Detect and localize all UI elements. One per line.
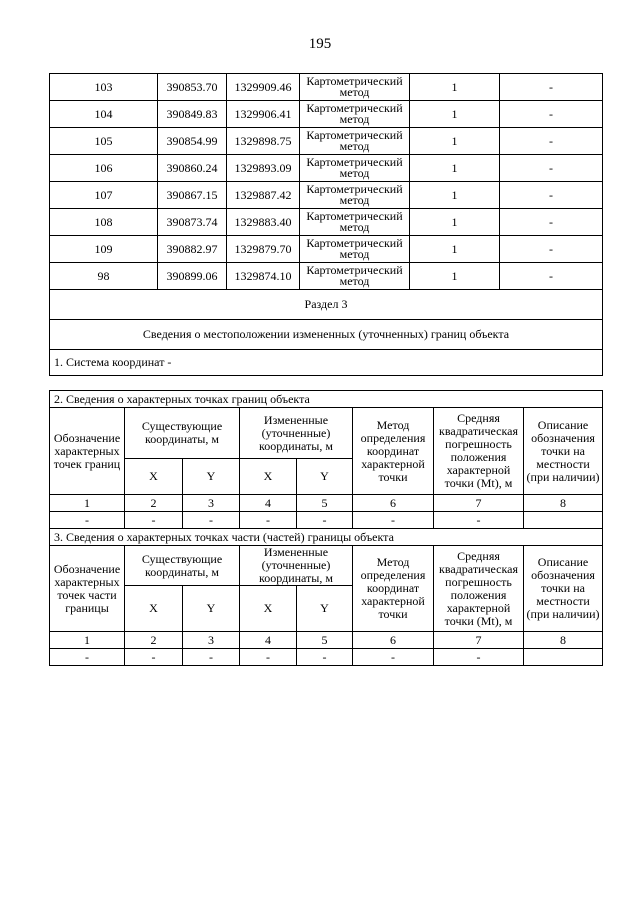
page-number: 195 — [308, 36, 332, 52]
header-x-existing: X — [125, 586, 183, 632]
part-points-heading: 3. Сведения о характерных точках части (частей) границы объекта — [50, 529, 603, 546]
header-existing: Существующие координаты, м — [125, 546, 240, 586]
coordinate-cell-y: 1329874.10 — [227, 263, 300, 290]
section-title: Раздел 3 — [50, 290, 603, 320]
column-number: 5 — [297, 495, 353, 512]
dash-cell: - — [50, 649, 125, 666]
coordinate-cell-point: 106 — [50, 155, 158, 182]
header-changed: Измененные (уточненные) координаты, м — [240, 408, 353, 459]
coordinate-cell-accuracy: 1 — [410, 74, 500, 101]
coordinate-cell-point: 103 — [50, 74, 158, 101]
coordinate-cell-method: Картометрический метод — [300, 182, 410, 209]
coordinate-cell-method: Картометрический метод — [300, 209, 410, 236]
coordinate-cell-y: 1329898.75 — [227, 128, 300, 155]
coordinate-cell-x: 390854.99 — [158, 128, 227, 155]
dash-cell — [524, 512, 603, 529]
coordinate-cell-description: - — [500, 74, 603, 101]
dash-cell: - — [434, 649, 524, 666]
dash-cell: - — [240, 512, 297, 529]
header-y-changed: Y — [297, 459, 353, 495]
coordinate-cell-y: 1329883.40 — [227, 209, 300, 236]
header-method: Метод определения координат характерной точки — [353, 546, 434, 632]
header-x-changed: X — [240, 586, 297, 632]
coordinate-cell-accuracy: 1 — [410, 263, 500, 290]
coordinate-cell-method: Картометрический метод — [300, 128, 410, 155]
header-accuracy: Средняя квадратическая погрешность положения характерной точки (Mt), м — [434, 408, 524, 495]
dash-cell: - — [125, 512, 183, 529]
dash-cell: - — [183, 649, 240, 666]
coordinate-cell-point: 109 — [50, 236, 158, 263]
coordinate-cell-accuracy: 1 — [410, 209, 500, 236]
coordinate-cell-x: 390849.83 — [158, 101, 227, 128]
coordinate-cell-x: 390860.24 — [158, 155, 227, 182]
dash-cell: - — [353, 649, 434, 666]
column-number: 6 — [353, 495, 434, 512]
column-number: 4 — [240, 495, 297, 512]
coordinates-table — [49, 73, 603, 376]
coordinate-cell-accuracy: 1 — [410, 101, 500, 128]
coordinate-cell-method: Картометрический метод — [300, 155, 410, 182]
coordinate-cell-method: Картометрический метод — [300, 263, 410, 290]
column-number: 3 — [183, 632, 240, 649]
coordinate-row — [50, 209, 603, 236]
coordinate-cell-description: - — [500, 263, 603, 290]
coordinate-cell-point: 107 — [50, 182, 158, 209]
coordinate-cell-method: Картометрический метод — [300, 101, 410, 128]
coordinate-cell-description: - — [500, 209, 603, 236]
dash-cell: - — [353, 512, 434, 529]
header-method: Метод определения координат характерной точки — [353, 408, 434, 495]
column-number: 7 — [434, 632, 524, 649]
dash-cell: - — [183, 512, 240, 529]
coordinate-cell-point: 104 — [50, 101, 158, 128]
header-description: Описание обозначения точки на местности (при наличии) — [524, 546, 603, 632]
section-subtitle: Сведения о местоположении измененных (уточненных) границ объекта — [50, 320, 603, 350]
coordinate-row — [50, 263, 603, 290]
dash-cell: - — [125, 649, 183, 666]
column-number: 8 — [524, 495, 603, 512]
column-number: 1 — [50, 632, 125, 649]
coordinate-cell-description: - — [500, 128, 603, 155]
coordinate-row — [50, 101, 603, 128]
column-number: 6 — [353, 632, 434, 649]
coordinate-row — [50, 155, 603, 182]
header-designation-part: Обозначение характерных точек части границы — [50, 546, 125, 632]
dash-cell: - — [297, 512, 353, 529]
coordinate-cell-y: 1329909.46 — [227, 74, 300, 101]
coordinate-row — [50, 236, 603, 263]
header-changed: Измененные (уточненные) координаты, м — [240, 546, 353, 586]
coordinate-cell-description: - — [500, 236, 603, 263]
coordinate-cell-description: - — [500, 155, 603, 182]
column-number: 2 — [125, 632, 183, 649]
dash-cell: - — [434, 512, 524, 529]
points-heading: 2. Сведения о характерных точках границ объекта — [50, 391, 603, 408]
coordinate-cell-x: 390853.70 — [158, 74, 227, 101]
boundary-points-table — [49, 390, 603, 666]
coordinate-cell-x: 390873.74 — [158, 209, 227, 236]
header-description: Описание обозначения точки на местности (при наличии) — [524, 408, 603, 495]
header-designation: Обозначение характерных точек границ — [50, 408, 125, 495]
coordinate-row — [50, 128, 603, 155]
column-number: 1 — [50, 495, 125, 512]
coordinate-cell-x: 390867.15 — [158, 182, 227, 209]
header-x-existing: X — [125, 459, 183, 495]
coordinate-row — [50, 74, 603, 101]
column-numbers-row — [50, 632, 603, 649]
coordinate-cell-accuracy: 1 — [410, 182, 500, 209]
column-number: 8 — [524, 632, 603, 649]
header-y-existing: Y — [183, 459, 240, 495]
column-number: 2 — [125, 495, 183, 512]
coordinate-cell-method: Картометрический метод — [300, 74, 410, 101]
coordinate-row — [50, 182, 603, 209]
coordinate-cell-y: 1329879.70 — [227, 236, 300, 263]
dash-cell: - — [240, 649, 297, 666]
header-y-changed: Y — [297, 586, 353, 632]
column-number: 3 — [183, 495, 240, 512]
coordinate-cell-accuracy: 1 — [410, 155, 500, 182]
dash-cell: - — [297, 649, 353, 666]
header-x-changed: X — [240, 459, 297, 495]
coordinate-cell-description: - — [500, 101, 603, 128]
coordinate-cell-point: 108 — [50, 209, 158, 236]
header-accuracy: Средняя квадратическая погрешность положения характерной точки (Mt), м — [434, 546, 524, 632]
coordinate-cell-description: - — [500, 182, 603, 209]
coordinate-cell-point: 98 — [50, 263, 158, 290]
dash-cell — [524, 649, 603, 666]
coordinate-cell-accuracy: 1 — [410, 128, 500, 155]
dash-cell: - — [50, 512, 125, 529]
coordinate-cell-y: 1329887.42 — [227, 182, 300, 209]
coordinate-cell-y: 1329893.09 — [227, 155, 300, 182]
coordinate-cell-x: 390882.97 — [158, 236, 227, 263]
column-number: 4 — [240, 632, 297, 649]
column-number: 5 — [297, 632, 353, 649]
coordinate-cell-method: Картометрический метод — [300, 236, 410, 263]
empty-row — [50, 512, 603, 529]
coordinate-cell-point: 105 — [50, 128, 158, 155]
header-y-existing: Y — [183, 586, 240, 632]
coordinate-cell-x: 390899.06 — [158, 263, 227, 290]
empty-row — [50, 649, 603, 666]
coordinate-system: 1. Система координат - — [50, 350, 603, 376]
column-number: 7 — [434, 495, 524, 512]
coordinate-cell-y: 1329906.41 — [227, 101, 300, 128]
coordinate-cell-accuracy: 1 — [410, 236, 500, 263]
header-existing: Существующие координаты, м — [125, 408, 240, 459]
column-numbers-row — [50, 495, 603, 512]
